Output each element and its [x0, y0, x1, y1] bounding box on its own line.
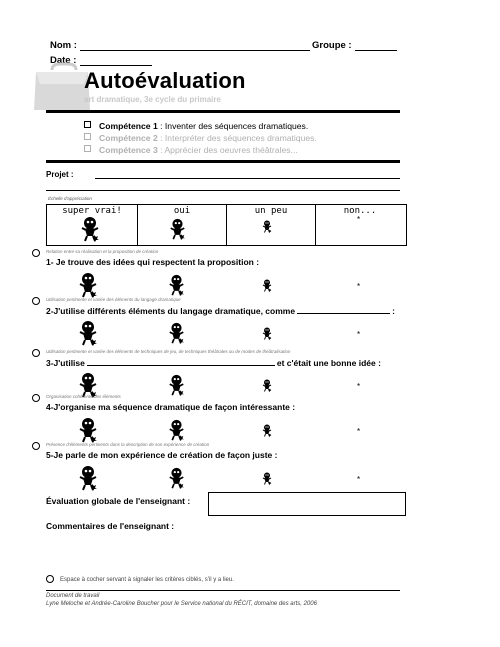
page-subtitle: art dramatique, 3e cycle du primaire — [84, 95, 221, 104]
checkbox[interactable] — [84, 121, 91, 128]
fill-in-blank[interactable] — [297, 305, 390, 314]
criterion-target-checkbox[interactable] — [32, 349, 40, 357]
evaluation-box[interactable] — [208, 492, 406, 516]
scale-level-super-vrai: super vrai! — [62, 206, 122, 216]
criterion-question: 4-J'organise ma séquence dramatique de façon intéressante : — [46, 402, 296, 412]
portfolio-bag-icon — [32, 62, 92, 112]
footer-line-2: Lyne Meloche et Andrée-Caroline Boucher pour le Service national du RÉCIT, domaine des arts, 2006 — [46, 601, 317, 607]
criterion-target-checkbox[interactable] — [32, 442, 40, 450]
competence-1[interactable]: Compétence 1 : Inventer des séquences dramatiques. — [84, 121, 308, 131]
figure-large-icon — [80, 216, 100, 242]
figure-medium-icon[interactable] — [168, 374, 185, 396]
divider — [46, 590, 400, 591]
figure-large-icon[interactable] — [78, 272, 98, 298]
group-label: Groupe : — [312, 40, 352, 51]
criterion-question: 1- Je trouve des idées qui respectent la proposition : — [46, 257, 260, 267]
figure-small-icon[interactable] — [262, 279, 272, 292]
star-icon[interactable]: * — [357, 382, 361, 391]
star-icon[interactable]: * — [357, 330, 361, 339]
criterion-target-checkbox[interactable] — [32, 394, 40, 402]
checkbox[interactable] — [84, 145, 91, 152]
legend-circle-icon — [46, 575, 54, 583]
star-icon[interactable]: * — [357, 282, 361, 291]
star-icon[interactable]: * — [357, 475, 361, 484]
comments-label: Commentaires de l'enseignant : — [46, 521, 175, 531]
name-label: Nom : — [50, 40, 77, 51]
criterion-target-checkbox[interactable] — [32, 297, 40, 305]
figure-medium-icon[interactable] — [168, 419, 185, 441]
figure-medium-icon[interactable] — [168, 274, 185, 296]
scale-level-non: non... — [343, 206, 377, 216]
scale-level-oui: oui — [173, 206, 191, 216]
figure-small-icon[interactable] — [262, 472, 272, 485]
projet-label: Projet : — [46, 170, 74, 179]
criterion-hint: Utilisation pertinente et variée des éléments du langage dramatique — [46, 297, 181, 302]
criterion-hint: Organisation cohérente des éléments — [46, 394, 121, 399]
competence-2[interactable]: Compétence 2 : Interpréter des séquences dramatiques. — [84, 133, 317, 143]
group-field[interactable] — [355, 50, 397, 51]
figure-small-icon[interactable] — [262, 424, 272, 437]
criterion-question: 3-J'utilise et c'était une bonne idée : — [46, 358, 381, 368]
figure-large-icon[interactable] — [78, 320, 98, 346]
projet-field[interactable] — [95, 178, 400, 179]
name-field[interactable] — [80, 50, 310, 51]
fill-in-blank[interactable] — [87, 357, 275, 366]
date-label: Date : — [50, 55, 77, 66]
legend-text: Espace à cocher servant à signaler les critères ciblés, s'il y a lieu. — [60, 577, 234, 583]
page-title: Autoévaluation — [84, 68, 246, 93]
figure-small-icon[interactable] — [262, 379, 272, 392]
figure-medium-icon — [169, 218, 186, 240]
criterion-hint: Présence d'éléments pertinents dans la description de son expérience de création — [46, 442, 210, 447]
scale-level-un-peu: un peu — [254, 206, 288, 216]
criterion-question: 2-J'utilise différents éléments du langage dramatique, comme : — [46, 306, 395, 316]
competence-3[interactable]: Compétence 3 : Apprécier des oeuvres théâtrales... — [84, 145, 298, 155]
figure-medium-icon[interactable] — [168, 467, 185, 489]
figure-large-icon[interactable] — [78, 465, 98, 491]
appreciation-scale — [46, 204, 407, 246]
criterion-hint: Relation entre sa réalisation et la proposition de création — [46, 249, 159, 254]
criterion-question: 5-Je parle de mon expérience de création de façon juste : — [46, 450, 278, 460]
footer-line-1: Document de travail — [46, 593, 100, 599]
figure-small-icon[interactable] — [262, 327, 272, 340]
criterion-hint: Utilisation pertinente et variée des éléments de techniques de jeu, de techniques théâtrales ou de modes de théâtralisation — [46, 349, 291, 354]
star-icon: * — [357, 215, 361, 224]
figure-large-icon[interactable] — [78, 417, 98, 443]
scale-caption: Échelle d'appréciation — [48, 196, 92, 201]
figure-small-icon — [262, 220, 272, 233]
divider — [46, 160, 400, 163]
figure-medium-icon[interactable] — [168, 322, 185, 344]
criterion-target-checkbox[interactable] — [32, 249, 40, 257]
divider — [46, 190, 400, 191]
evaluation-label: Évaluation globale de l'enseignant : — [46, 496, 191, 506]
star-icon[interactable]: * — [357, 427, 361, 436]
divider — [46, 110, 400, 113]
checkbox[interactable] — [84, 133, 91, 140]
